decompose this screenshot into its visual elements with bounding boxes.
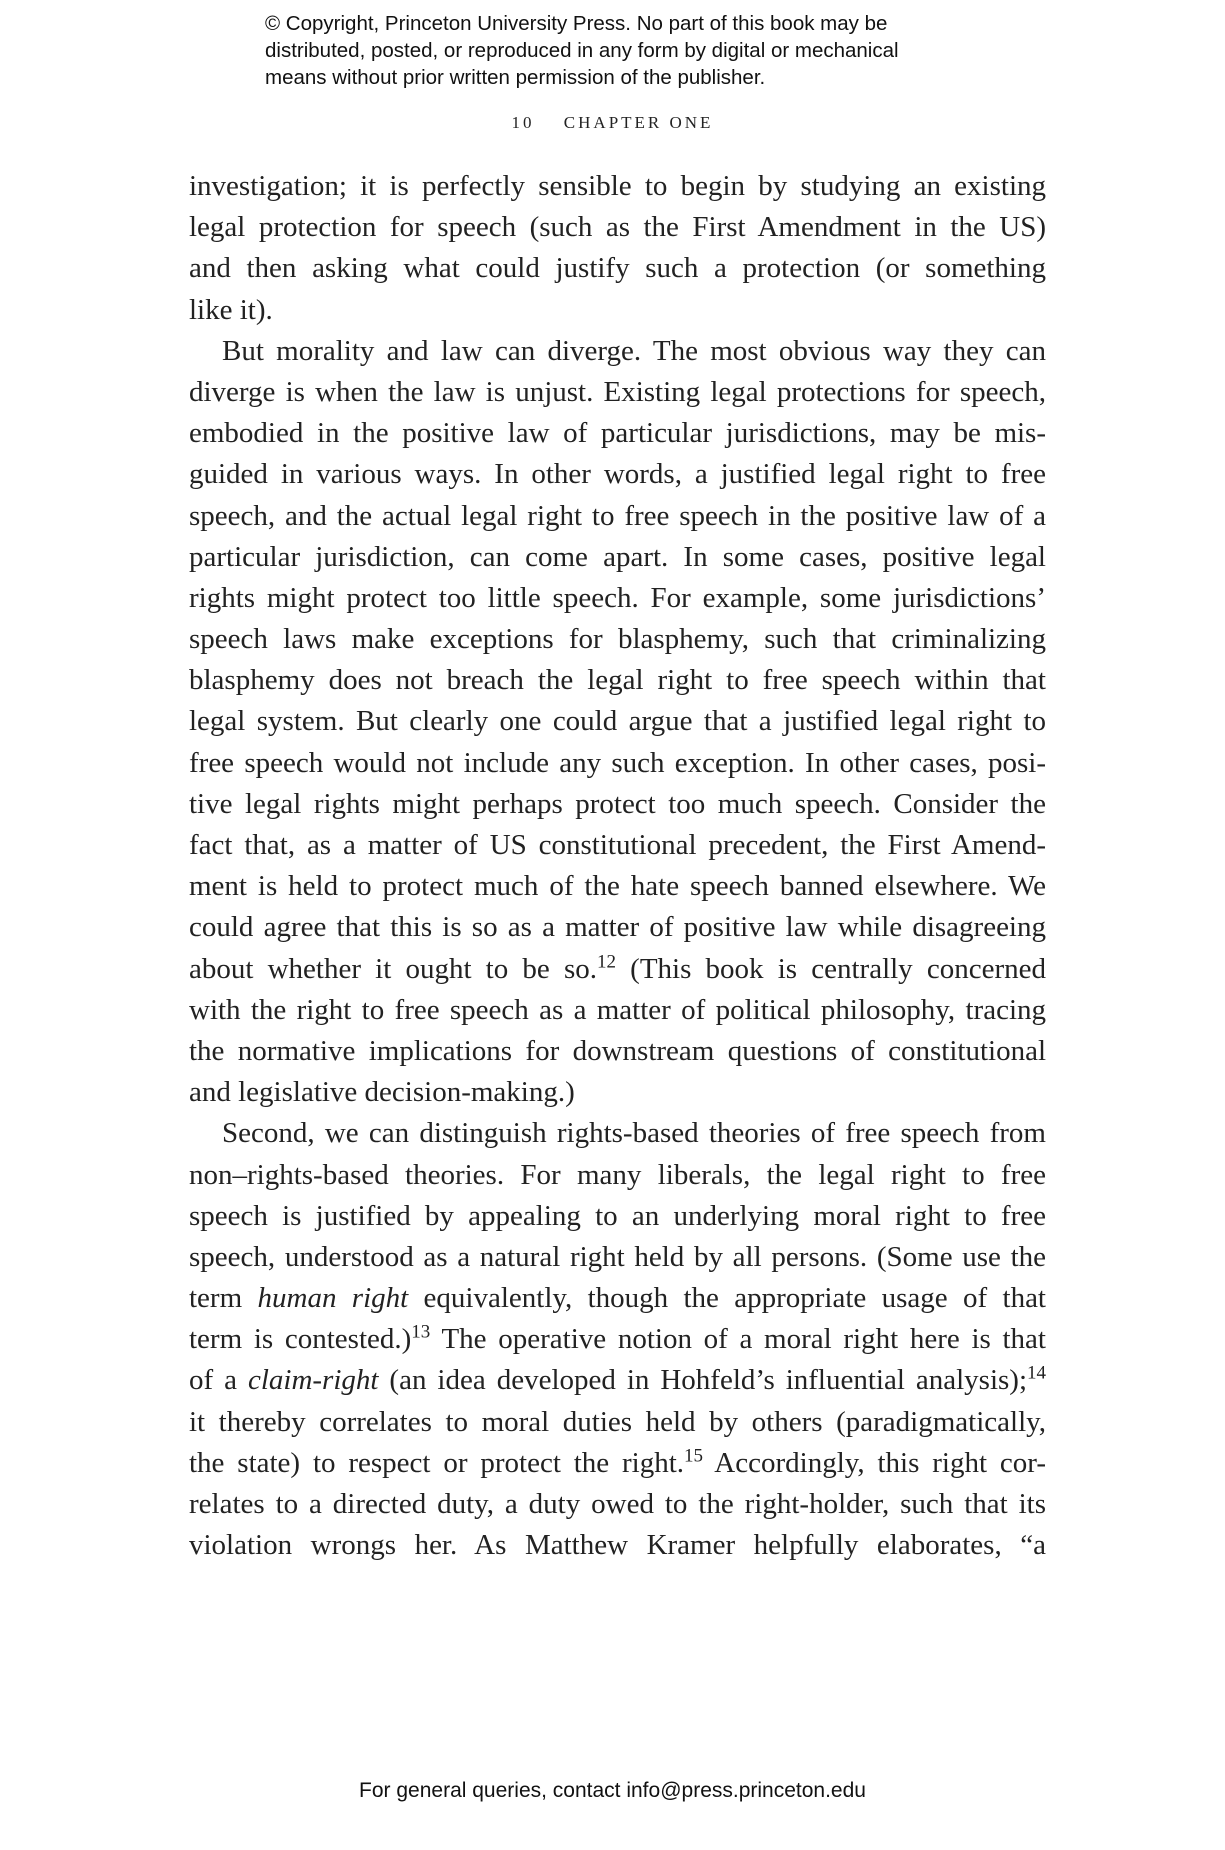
text-line: tive legal rights might perhaps protect too much speech. Consider the: [189, 787, 1046, 820]
copyright-line: distributed, posted, or reproduced in any form by digital or mechanical: [265, 39, 899, 62]
text-line: speech, and the actual legal right to free speech in the positive law of a: [189, 499, 1046, 532]
text-line: [189, 1360, 1046, 1401]
text-line: fact that, as a matter of US constitutional precedent, the First Amend-: [189, 829, 1046, 861]
text-line: legal system. But clearly one could argue that a justified legal right to: [189, 705, 1046, 738]
text-line: legal protection for speech (such as the First Amendment in the US): [189, 211, 1046, 244]
text-run: Accordingly, this right cor-: [703, 1446, 1046, 1479]
text-run: The operative notion of a moral right here is that: [430, 1323, 1046, 1356]
footnote-ref-15[interactable]: 15: [684, 1445, 704, 1467]
text-line: and then asking what could justify such a protection (or something: [189, 252, 1046, 285]
text-line: non–rights-based theories. For many liberals, the legal right to free: [189, 1158, 1046, 1191]
text-run: (an idea developed in Hohfeld’s influential analysis);: [378, 1364, 1027, 1397]
text-line: guided in various ways. In other words, a justified legal right to free: [189, 458, 1046, 491]
running-head: [0, 113, 1225, 133]
text-line: investigation; it is perfectly sensible to begin by studying an existing: [189, 170, 1046, 202]
page-number: 10: [511, 113, 535, 132]
text-line: with the right to free speech as a matter of political philosophy, tracing: [189, 993, 1046, 1026]
text-line: particular jurisdiction, can come apart. In some cases, positive legal: [189, 540, 1046, 573]
emphasis-term: claim-right: [247, 1364, 379, 1397]
text-run: of a: [189, 1364, 248, 1397]
body-text: [189, 166, 1046, 1566]
text-line: and legislative decision-making.): [189, 1076, 575, 1109]
text-line: relates to a directed duty, a duty owed to the right-holder, such that its: [189, 1488, 1046, 1520]
footnote-ref-13[interactable]: 13: [411, 1321, 431, 1343]
text-line: ment is held to protect much of the hate speech banned elsewhere. We: [189, 870, 1046, 903]
text-run: the state) to respect or protect the right.: [189, 1446, 685, 1479]
text-line: speech is justified by appealing to an underlying moral right to free: [189, 1199, 1046, 1232]
text-line: But morality and law can diverge. The most obvious way they can: [222, 334, 1046, 367]
text-run: about whether it ought to be so.: [189, 952, 597, 985]
text-line: blasphemy does not breach the legal right to free speech within that: [189, 664, 1046, 697]
copyright-line: means without prior written permission of the publisher.: [265, 66, 766, 89]
footer-contact: For general queries, contact info@press.princeton.edu: [359, 1779, 866, 1802]
emphasis-term: human right: [257, 1282, 409, 1315]
text-line: could agree that this is so as a matter of positive law while disagreeing: [189, 911, 1046, 944]
text-run: term: [189, 1282, 258, 1315]
text-line: the normative implications for downstream questions of constitutional: [189, 1034, 1046, 1067]
text-run: term is contested.): [189, 1323, 412, 1356]
chapter-title: CHAPTER ONE: [563, 113, 714, 132]
text-line: diverge is when the law is unjust. Existing legal protections for speech,: [189, 375, 1046, 408]
text-line: speech laws make exceptions for blasphemy, such that criminalizing: [189, 623, 1046, 656]
text-line: [189, 949, 1046, 990]
text-line: rights might protect too little speech. For example, some jurisdictions’: [189, 581, 1046, 614]
text-line: like it).: [189, 293, 273, 326]
text-line: embodied in the positive law of particular jurisdictions, may be mis-: [189, 417, 1046, 450]
text-line: violation wrongs her. As Matthew Kramer helpfully elaborates, “a: [189, 1529, 1046, 1562]
copyright-notice: [265, 10, 1025, 91]
text-line: Second, we can distinguish rights-based theories of free speech from: [222, 1117, 1046, 1150]
text-line: [189, 1278, 1046, 1319]
footnote-ref-12[interactable]: 12: [597, 951, 616, 973]
text-run: (This book is centrally concerned: [616, 952, 1046, 985]
text-line: speech, understood as a natural right held by all persons. (Some use the: [189, 1240, 1046, 1273]
text-line: [189, 1443, 1046, 1484]
text-run: equivalently, though the appropriate usage of that: [408, 1282, 1046, 1315]
text-line: free speech would not include any such exception. In other cases, posi-: [189, 746, 1046, 779]
footnote-ref-14[interactable]: 14: [1027, 1363, 1046, 1384]
text-line: it thereby correlates to moral duties held by others (paradigmatically,: [189, 1405, 1046, 1438]
text-line: [189, 1319, 1046, 1360]
copyright-line: © Copyright, Princeton University Press. No part of this book may be: [265, 12, 888, 35]
